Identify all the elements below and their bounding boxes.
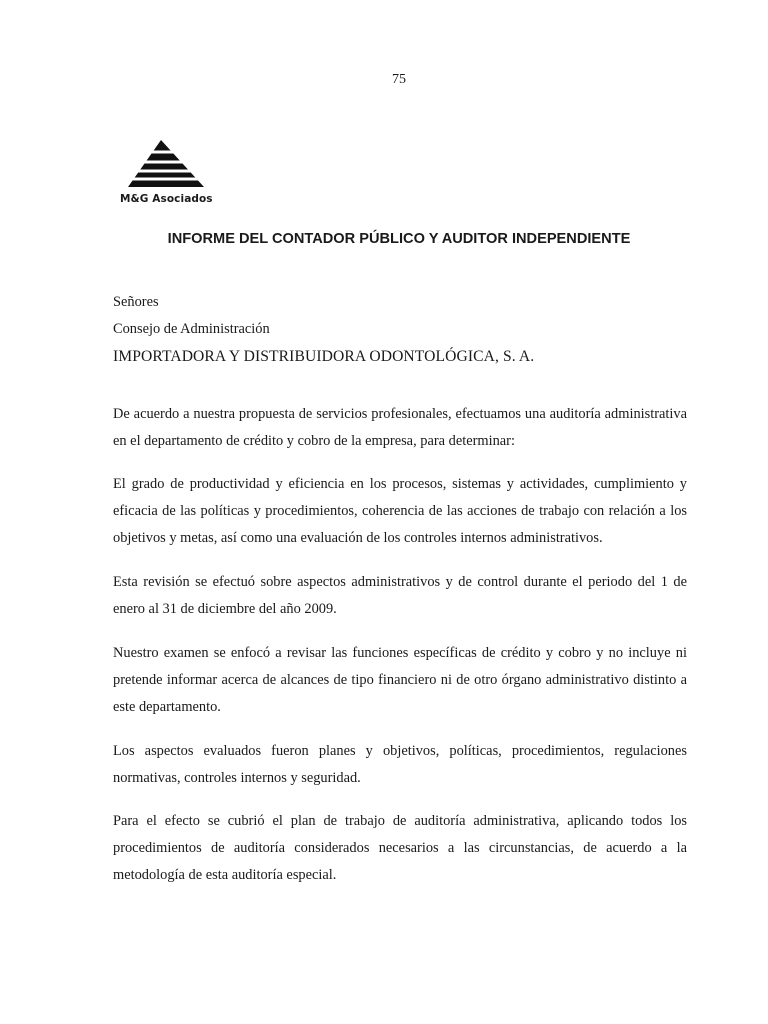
- salutation-line: Señores: [113, 294, 159, 310]
- paragraph-intro: De acuerdo a nuestra propuesta de servicios profesionales, efectuamos una auditoría administrativa en el departamento de crédito y cobro de la empresa, para determinar:: [113, 406, 687, 450]
- company-logo: [118, 138, 218, 208]
- paragraph-objectives: El grado de productividad y eficiencia en los procesos, sistemas y actividades, cumplimiento y eficacia de las políticas y procedimientos, coherencia de las acciones de trabajo con relación a los objetivos y metas, así como una evaluación de los controles internos administrativos.: [113, 476, 687, 547]
- paragraph-scope: Nuestro examen se enfocó a revisar las funciones específicas de crédito y cobro y no incluye ni pretende informar acerca de alcances de tipo financiero ni de otro órgano administrativo distinto a este departamento.: [113, 645, 687, 716]
- document-title: INFORME DEL CONTADOR PÚBLICO Y AUDITOR INDEPENDIENTE: [167, 231, 631, 247]
- recipient-line: Consejo de Administración: [113, 321, 270, 337]
- paragraph-aspects: Los aspectos evaluados fueron planes y objetivos, políticas, procedimientos, regulaciones normativas, controles internos y seguridad.: [113, 743, 687, 787]
- page-number: 75: [392, 72, 406, 87]
- logo-text: M&G Asociados: [120, 193, 213, 205]
- paragraph-methodology: Para el efecto se cubrió el plan de trabajo de auditoría administrativa, aplicando todos los procedimientos de auditoría considerados necesarios a las circunstancias, de acuerdo a la metodología de esta auditoría especial.: [113, 813, 687, 884]
- pyramid-logo-icon: [118, 138, 218, 190]
- company-name: IMPORTADORA Y DISTRIBUIDORA ODONTOLÓGICA, S. A.: [113, 348, 535, 365]
- paragraph-period: Esta revisión se efectuó sobre aspectos administrativos y de control durante el periodo del 1 de enero al 31 de diciembre del año 2009.: [113, 574, 687, 618]
- salutation-block: [113, 292, 534, 373]
